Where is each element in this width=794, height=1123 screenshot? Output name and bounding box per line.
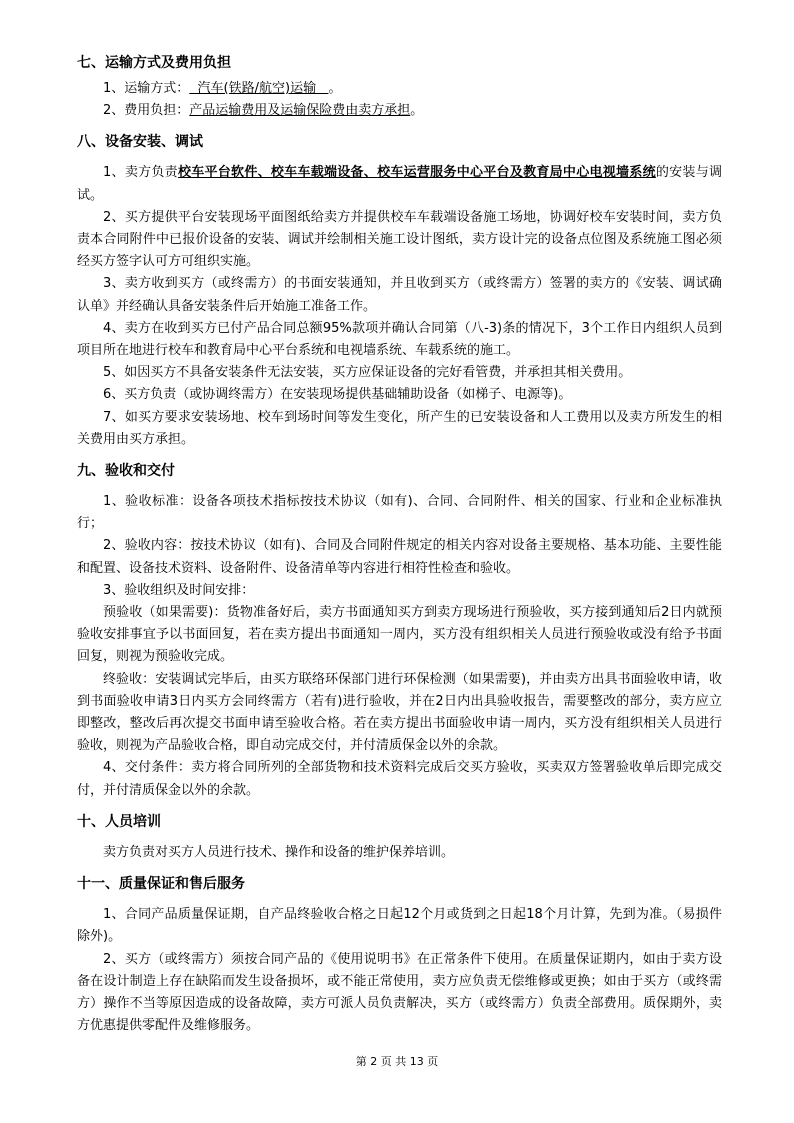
acceptance-para-4: 4、交付条件：卖方将合同所列的全部货物和技术资料完成后交买方验收，买卖双方签署验收单后即完成交付，并付清质保金以外的余款。 [77,760,722,798]
installation-para-1-pre: 1、卖方负责 [103,165,178,181]
cost-bearing-line [77,100,722,122]
section-heading-acceptance: 九、验收和交付 [77,463,175,480]
document-page [77,52,722,1037]
warranty-para-2: 2、买方（或终需方）须按合同产品的《使用说明书》在正常条件下使用。在质量保证期内，如由于卖方设备在设计制造上存在缺陷而发生设备损坏，或不能正常使用，卖方应负责无偿维修或更换；如由于买方（或终需方）操作不当等原因造成的设备故障，卖方可派人员负责解决，买方（或终需方）负责全部费用。质保期外，卖方优惠提供零配件及维修服务。 [77,951,722,1034]
transport-method-end: 。 [328,81,342,96]
installation-para-2: 2、买方提供平台安装现场平面图纸给卖方并提供校车车载端设备施工场地，协调好校车安装时间，卖方负责本合同附件中已报价设备的安装、调试并绘制相关施工设计图纸，卖方设计完的设备点位图及系统施工图必须经买方签字认可方可组织实施。 [77,209,722,270]
cost-bearing-label: 2、费用负担： [103,103,190,119]
section-heading-warranty: 十一、质量保证和售后服务 [77,876,245,893]
cost-bearing-end: 。 [410,103,424,119]
section-heading-transport: 七、运输方式及费用负担 [77,55,231,71]
acceptance-para-3: 3、验收组织及时间安排： [103,582,255,598]
installation-scope: 校车平台软件、校车车载端设备、校车运营服务中心平台及教育局中心电视墙系统 [177,165,656,181]
acceptance-para-1: 1、验收标准：设备各项技术指标按技术协议（如有)、合同、合同附件、相关的国家、行业和企业标准执行； [77,494,722,532]
section-heading-installation: 八、设备安装、调试 [77,134,203,151]
acceptance-para-2: 2、验收内容：按技术协议（如有)、合同及合同附件规定的相关内容对设备主要规格、基本功能、主要性能和配置、设备技术资料、设备附件、设备清单等内容进行相符性检查和验收。 [77,538,722,576]
installation-para-5: 5、如因买方不具备安装条件无法安装，买方应保证设备的完好看管费，并承担其相关费用。 [103,365,632,381]
installation-para-3: 3、卖方收到买方（或终需方）的书面安装通知，并且收到买方（或终需方）签署的卖方的《安装、调试确认单》并经确认具备安装条件后开始施工准备工作。 [77,276,722,314]
installation-para-7: 7、如买方要求安装场地、校车到场时间等发生变化，所产生的已安装设备和人工费用以及卖方所发生的相关费用由买方承担。 [77,409,722,447]
transport-method-line [77,78,722,100]
acceptance-para-pre: 预验收（如果需要)：货物准备好后，卖方书面通知买方到卖方现场进行预验收，买方接到通知后2日内就预验收安排事宜予以书面回复，若在卖方提出书面通知一周内，买方没有组织相关人员进行预验收或没有给予书面回复，则视为预验收完成。 [77,605,722,665]
section-heading-training: 十、人员培训 [77,813,161,830]
transport-method-label: 1、运输方式： [103,81,190,96]
training-para: 卖方负责对买方人员进行技术、操作和设备的维护保养培训。 [103,844,455,860]
installation-para-1-post: 的安装与调试。 [77,165,722,203]
cost-bearing-value: 产品运输费用及运输保险费由卖方承担 [189,103,411,119]
installation-para-6: 6、买方负责（或协调终需方）在安装现场提供基础辅助设备（如梯子、电源等)。 [103,387,572,403]
acceptance-para-final: 终验收：安装调试完毕后，由买方联络环保部门进行环保检测（如果需要)，并由卖方出具书面验收申请，收到书面验收申请3日内买方会同终需方（若有)进行验收，并在2日内出具验收报告，需要整改的部分，卖方应立即整改，整改后再次提交书面申请至验收合格。若在卖方提出书面验收申请一周内，买方没有组织相关人员进行验收，则视为产品验收合格，即自动完成交付，并付清质保金以外的余款。 [77,671,722,754]
page-footer: 第 2 页 共 13 页 [355,1055,439,1068]
transport-method-value: 汽车(铁路/航空)运输 [189,81,329,96]
installation-para-1 [77,162,722,206]
installation-para-4: 4、卖方在收到买方已付产品合同总额95%款项并确认合同第（八-3)条的情况下，3个工作日内组织人员到项目所在地进行校车和教育局中心平台系统和电视墙系统、车载系统的施工。 [77,320,722,359]
warranty-para-1: 1、合同产品质量保证期，自产品终验收合格之日起12个月或货到之日起18个月计算，先到为准。（易损件除外)。 [77,907,722,945]
